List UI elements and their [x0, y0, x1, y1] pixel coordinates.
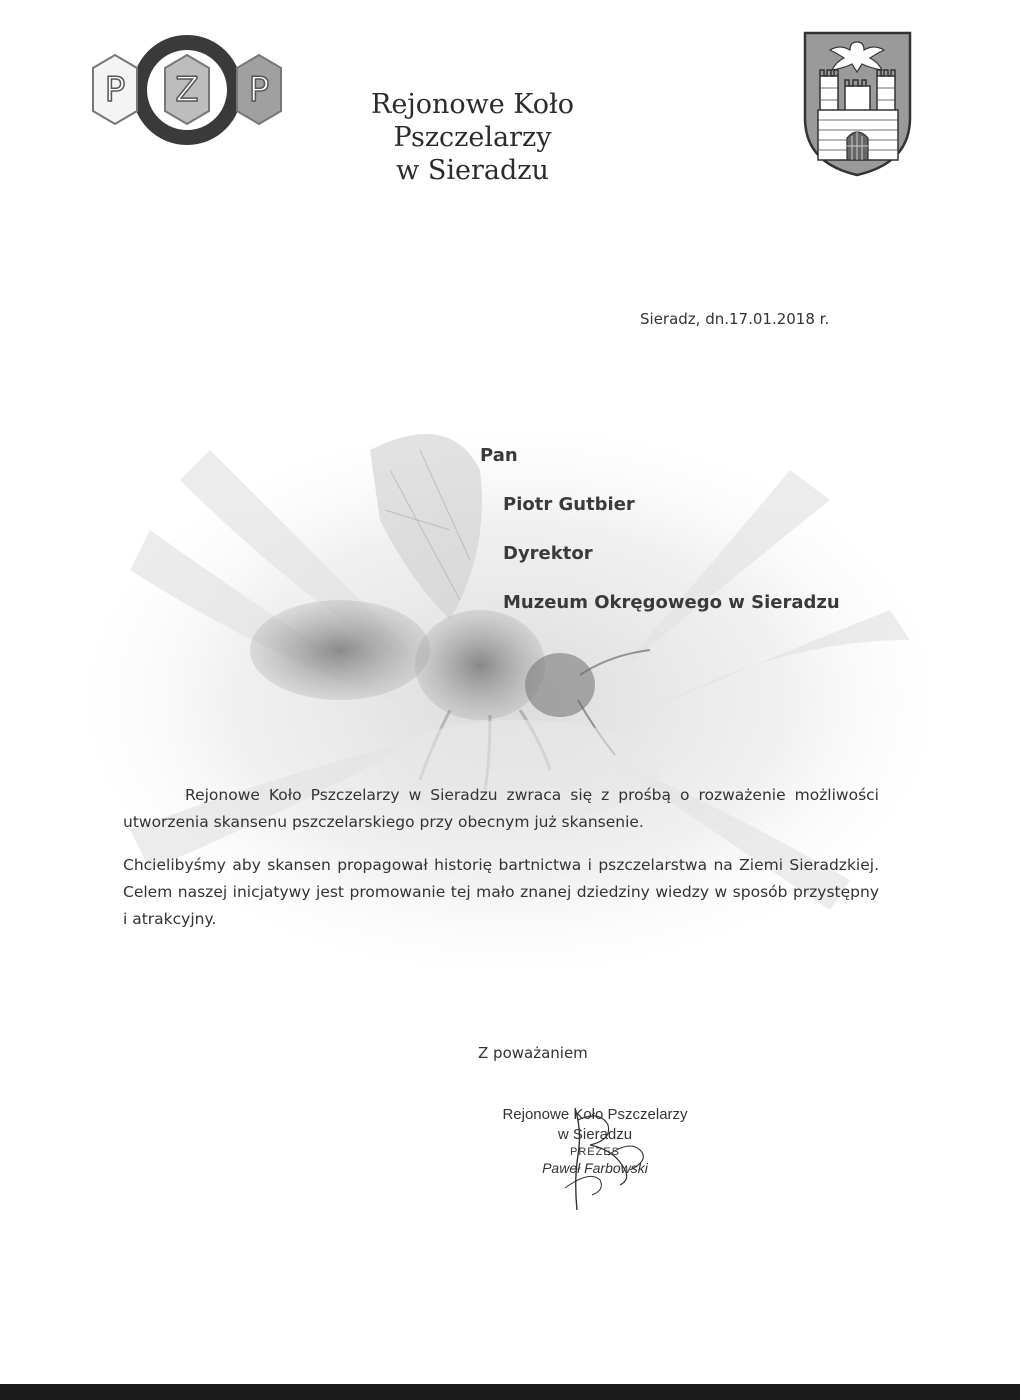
recipient-name: Piotr Gutbier — [503, 494, 635, 515]
stamp-role: PREZES — [569, 1146, 620, 1158]
recipient-title: Dyrektor — [503, 543, 593, 564]
stamp-name: Paweł Farbowski — [542, 1160, 648, 1176]
org-title-line2: w Sieradzu — [396, 155, 549, 186]
org-title — [300, 88, 645, 187]
letter-date: Sieradz, dn.17.01.2018 r. — [640, 310, 830, 328]
stamp-line-2: w Sieradzu — [557, 1126, 633, 1143]
logo-letter-3: P — [248, 70, 270, 110]
logo-letter-2: Z — [175, 70, 199, 110]
coat-of-arms-icon — [800, 28, 915, 178]
scan-edge — [0, 1384, 1020, 1400]
closing-phrase: Z poważaniem — [478, 1044, 588, 1062]
logo-letter-1: P — [104, 70, 126, 110]
body-paragraph-1: Rejonowe Koło Pszczelarzy w Sieradzu zwraca się z prośbą o rozważenie możliwości utworzenia skansenu pszczelarskiego przy obecnym już skansenie. — [123, 786, 879, 831]
stamp-line-1: Rejonowe Koło Pszczelarzy — [502, 1106, 688, 1123]
handwritten-signature — [530, 1100, 750, 1215]
recipient-institution: Muzeum Okręgowego w Sieradzu — [503, 592, 840, 613]
body-paragraph-2: Chcielibyśmy aby skansen propagował historię bartnictwa i pszczelarstwa na Ziemi Sieradzkiej. Celem naszej inicjatywy jest promowanie tej mało znanej dziedziny wiedzy w sposób przystępny i atrakcyjny. — [123, 856, 879, 928]
recipient-salutation: Pan — [480, 445, 518, 466]
org-title-line1: Rejonowe Koło Pszczelarzy — [371, 89, 574, 153]
pzp-logo — [85, 33, 290, 148]
